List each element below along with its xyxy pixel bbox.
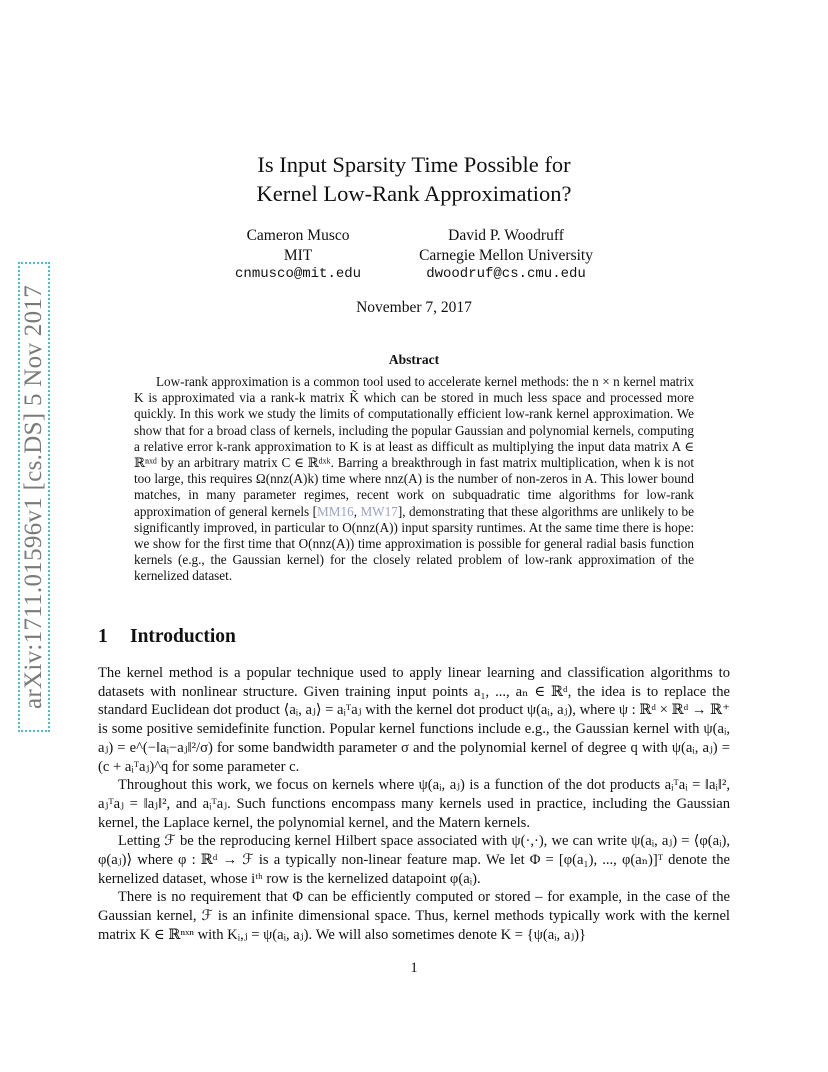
abstract-heading: Abstract [388, 352, 440, 367]
author-block [235, 226, 361, 285]
section-number: 1 [98, 626, 108, 647]
abstract-text-2: ], demonstrating that these algorithms are unlikely to be significantly improved, in particular to O(nnz(A)) input sparsity runtimes. At the same time there is hope: we show for the first time that O(nnz(A)) time approximation is possible for general radial basis function kernels (e.g., the Gaussian kernel) for the closely related problem of low-rank approximation of the kernelized dataset. [134, 503, 694, 584]
author-name: David P. Woodruff [448, 227, 564, 244]
author-list [160, 226, 668, 285]
author-affiliation: MIT [283, 246, 313, 264]
citation-separator: , [353, 503, 361, 519]
section-heading [98, 626, 236, 648]
citation-link[interactable]: MM16 [317, 503, 354, 519]
abstract-body [134, 374, 694, 585]
body-paragraph: There is no requirement that Φ can be efficiently computed or stored – for example, in the case of the Gaussian kernel, ℱ is an infinite dimensional space. Thus, kernel methods typically work with the kernel matrix K ∈ ℝⁿˣⁿ with Kᵢ,ⱼ = ψ(aᵢ, aⱼ). We will also sometimes denote K = {ψ(aᵢ, aⱼ)} [98, 889, 730, 943]
page-number: 1 [410, 960, 418, 976]
citation-link[interactable]: MW17 [360, 503, 398, 519]
title-line-1: Is Input Sparsity Time Possible for [257, 152, 571, 177]
arxiv-sidebar-stamp [18, 262, 50, 732]
abstract-text-1: Low-rank approximation is a common tool used to accelerate kernel methods: the n × n kernel matrix K is approximated via a rank-k matrix K̃ which can be stored in much less space and processed more quickly. In this work we study the limits of computationally efficient low-rank kernel approximation. We show that for a broad class of kernels, including the popular Gaussian and polynomial kernels, computing a relative error k-rank approximation to K is at least as difficult as multiplying the input data matrix A ∈ ℝⁿˣᵈ by an arbitrary matrix C ∈ ℝᵈˣᵏ. Barring a breakthrough in fast matrix multiplication, when k is not too large, this requires Ω(nnz(A)k) time where nnz(A) is the number of non-zeros in A. This lower bound matches, in many parameter regimes, recent work on subquadratic time algorithms for low-rank approximation of general kernels [134, 374, 694, 519]
section-title: Introduction [130, 626, 236, 647]
author-affiliation: Carnegie Mellon University [419, 246, 593, 264]
title-line-2: Kernel Low-Rank Approximation? [256, 181, 572, 206]
introduction-body [98, 664, 730, 945]
abstract-paragraph: Low-rank approximation is a common tool used to accelerate kernel methods: the n × n kernel matrix K is approximated via a rank-k matrix K̃ which can be stored in much less space and processed more quickly. In this work we study the limits of computationally efficient low-rank kernel approximation. We show that for a broad class of kernels, including the popular Gaussian and polynomial kernels, computing a relative error k-rank approximation to K is at least as difficult as multiplying the input data matrix A ∈ ℝⁿˣᵈ by an arbitrary matrix C ∈ ℝᵈˣᵏ. Barring a breakthrough in fast matrix multiplication, when k is not too large, this requires Ω(nnz(A)k) time where nnz(A) is the number of non-zeros in A. This lower bound matches, in many parameter regimes, recent work on subquadratic time algorithms for low-rank approximation of general kernels [MM16, MW17], demonstrating that these algorithms are unlikely to be significantly improved, in particular to O(nnz(A)) input sparsity runtimes. At the same time there is hope: we show for the first time that O(nnz(A)) time approximation is possible for general radial basis function kernels (e.g., the Gaussian kernel) for the closely related problem of low-rank approximation of the kernelized dataset. [134, 374, 694, 584]
author-email[interactable]: dwoodruf@cs.cmu.edu [426, 266, 586, 282]
body-paragraph: The kernel method is a popular technique used to apply linear learning and classification algorithms to datasets with nonlinear structure. Given training input points a₁, ..., aₙ ∈ ℝᵈ, the idea is to replace the standard Euclidean dot product ⟨aᵢ, aⱼ⟩ = aᵢᵀaⱼ with the kernel dot product ψ(aᵢ, aⱼ), where ψ : ℝᵈ × ℝᵈ → ℝ⁺ is some positive semidefinite function. Popular kernel functions include e.g., the Gaussian kernel with ψ(aᵢ, aⱼ) = e^(−‖aᵢ−aⱼ‖²/σ) for some bandwidth parameter σ and the polynomial kernel of degree q with ψ(aᵢ, aⱼ) = (c + aᵢᵀaⱼ)^q for some parameter c. [98, 665, 730, 775]
publication-date: November 7, 2017 [356, 299, 472, 316]
author-block [419, 226, 593, 285]
paper-title [160, 150, 668, 208]
body-paragraph: Letting ℱ be the reproducing kernel Hilbert space associated with ψ(·,·), we can write ψ(aᵢ, aⱼ) = ⟨φ(aᵢ), φ(aⱼ)⟩ where φ : ℝᵈ → ℱ is a typically non-linear feature map. We let Φ = [φ(a₁), ..., φ(aₙ)]ᵀ denote the kernelized dataset, whose iᵗʰ row is the kernelized datapoint φ(aᵢ). [98, 833, 730, 887]
body-paragraph: Throughout this work, we focus on kernels where ψ(aᵢ, aⱼ) is a function of the dot products aᵢᵀaᵢ = ‖aᵢ‖², aⱼᵀaⱼ = ‖aⱼ‖², and aᵢᵀaⱼ. Such functions encompass many kernels used in practice, including the Gaussian kernel, the Laplace kernel, the polynomial kernel, and the Matern kernels. [98, 777, 730, 831]
author-name: Cameron Musco [246, 227, 350, 244]
author-email[interactable]: cnmusco@mit.edu [235, 266, 362, 282]
arxiv-id-label: arXiv:1711.01596v1 [cs.DS] 5 Nov 2017 [20, 284, 47, 710]
